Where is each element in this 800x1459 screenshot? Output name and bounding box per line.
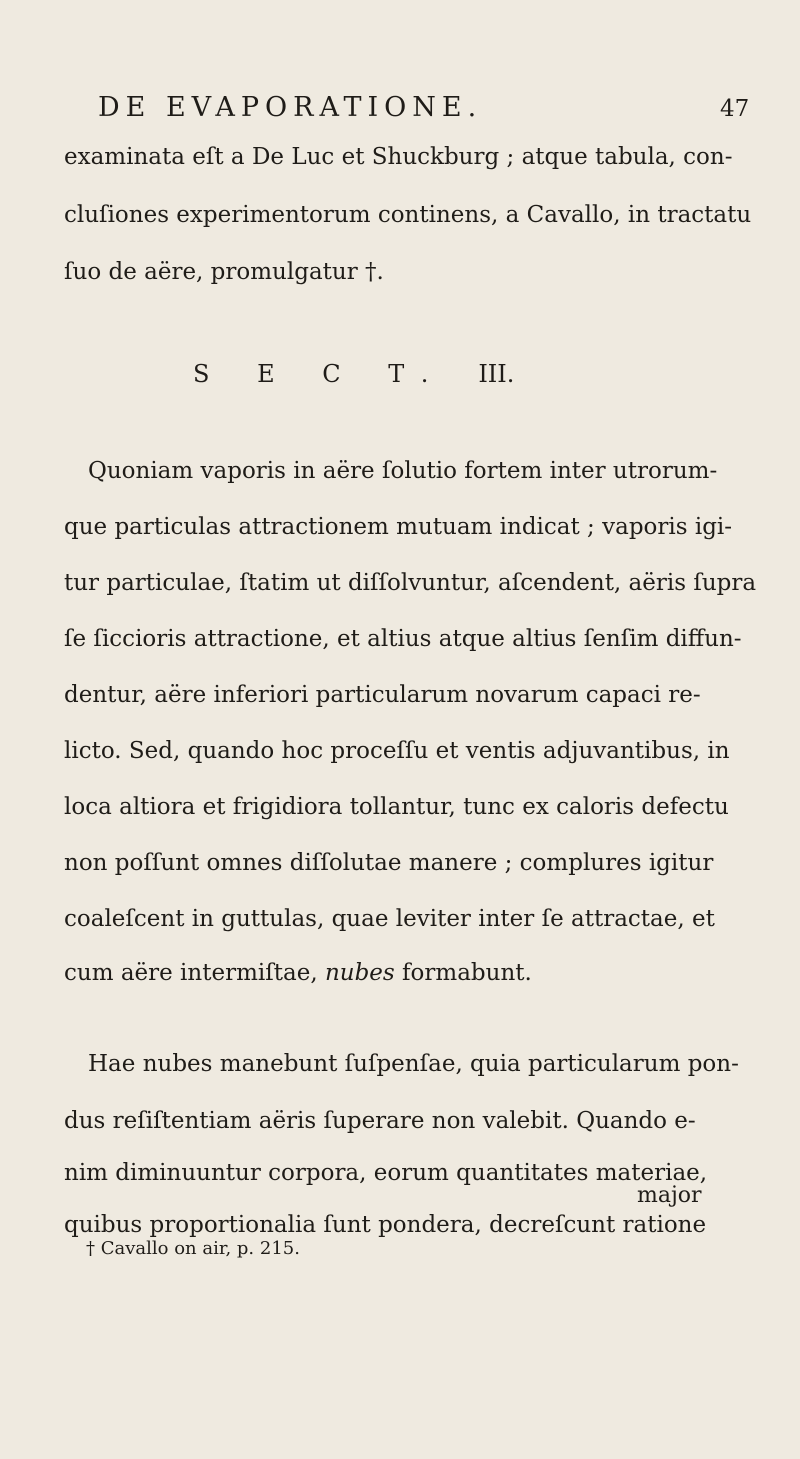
text-run: cum aëre intermiſtae, — [64, 960, 325, 986]
section-label: S E C T. — [193, 360, 449, 388]
text-line: ſe ſiccioris attractione, et altius atque altius ſenſim diffun- — [64, 626, 742, 652]
catchword: major — [637, 1183, 702, 1208]
text-line: Hae nubes manebunt ſuſpenſae, quia particularum pon- — [88, 1051, 739, 1077]
running-title: DE EVAPORATIONE. — [98, 92, 483, 123]
text-line: ſuo de aëre, promulgatur †. — [64, 259, 384, 285]
text-line: licto. Sed, quando hoc proceſſu et ventis adjuvantibus, in — [64, 738, 730, 764]
text-line: que particulas attractionem mutuam indicat ; vaporis igi- — [64, 514, 733, 540]
text-line: examinata eſt a De Luc et Shuckburg ; atque tabula, con- — [64, 144, 733, 170]
text-line: non poſſunt omnes diſſolutae manere ; complures igitur — [64, 850, 714, 876]
text-line: loca altiora et frigidiora tollantur, tunc ex caloris defectu — [64, 794, 729, 820]
text-line: dentur, aëre inferiori particularum novarum capaci re- — [64, 682, 701, 708]
italic-word: nubes — [324, 960, 395, 986]
text-line: quibus proportionalia ſunt pondera, decreſcunt ratione — [64, 1212, 707, 1238]
text-line: dus reſiſtentiam aëris ſuperare non valebit. Quando e- — [64, 1108, 696, 1134]
text-line: Quoniam vaporis in aëre ſolutio fortem inter utrorum- — [88, 458, 718, 484]
page-number: 47 — [720, 96, 750, 122]
text-line: tur particulae, ſtatim ut diſſolvuntur, aſcendent, aëris ſupra — [64, 570, 757, 596]
text-line: nim diminuuntur corpora, eorum quantitates materiae, — [64, 1160, 708, 1186]
footnote: † Cavallo on air, p. 215. — [86, 1238, 300, 1259]
text-run: formabunt. — [394, 960, 532, 986]
text-line: cluſiones experimentorum continens, a Cavallo, in tractatu — [64, 202, 752, 228]
text-line: coaleſcent in guttulas, quae leviter inter ſe attractae, et — [64, 906, 715, 932]
text-line — [64, 958, 532, 988]
section-number: III. — [478, 360, 515, 388]
section-heading — [193, 360, 514, 388]
